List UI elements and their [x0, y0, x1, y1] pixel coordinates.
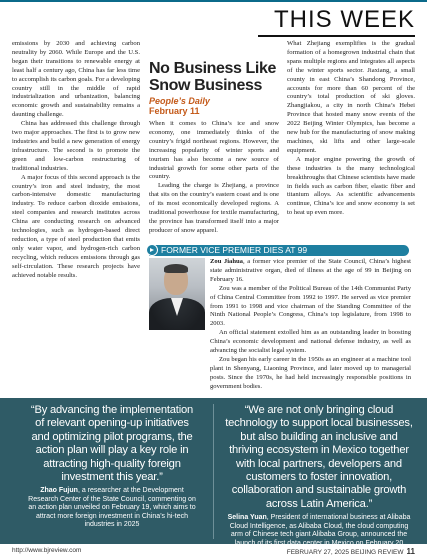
- paragraph: China has addressed this challenge through two major approaches. The first is to grow new industries and build a new generation of energy infrastructure. The second is to promote the green and low-carbon restructuring of traditional industries.: [12, 120, 140, 172]
- paragraph: Zou began his early career in the 1950s as an engineer at a machine tool plant in Shenyang, Liaoning Province, and later moved up to managerial posts. Since the 1970s, he had held increasingly responsible positions in government bodies.: [210, 355, 411, 390]
- section-title-rule: [258, 35, 415, 37]
- article-body: [149, 120, 279, 236]
- section-title: THIS WEEK: [273, 6, 415, 33]
- footer-url[interactable]: http://www.bjreview.com: [12, 547, 82, 554]
- article-snow-business: [149, 60, 279, 236]
- obituary-body: [210, 258, 411, 392]
- quote-text: “We are not only bringing cloud technology to support local businesses, but also building an inclusive and thriving ecosystem in Mexico together with local partners, developers and customers to foster innovation, collaboration and sustainable growth across Latin America.”: [225, 404, 413, 510]
- article-title: No Business Like Snow Business: [149, 60, 276, 94]
- obituary-banner: [149, 245, 409, 256]
- quote-attribution: [28, 487, 196, 530]
- paragraph: What Zhejiang exemplifies is the gradual formation of a homegrown industrial chain that spans multiple regions and integrates all aspects of the winter sports sector. Jiaxiang, a small county in east China’s Shandong Province, accounts for more than 60 percent of the country’s total production of ski gloves. Zhangjiakou, a city in north China’s Hebei Province that hosted many snow events of the 2022 Beijing Winter Olympics, has become a new hub for the manufacturing of snow making machines, ski lifts and other large-scale equipment.: [287, 40, 415, 154]
- paragraph: When it comes to China’s ice and snow economy, one immediately thinks of the country’s frigid northeast regions. However, the increasing popularity of winter sports and tourism has also become a new source of industrial growth for some other parts of the country.: [149, 120, 279, 181]
- quote-left: [28, 404, 196, 530]
- paragraph: A major focus of this second approach is the country’s iron and steel industry, the most carbon-intensive domestic manufacturing industry. To reduce carbon dioxide emissions, steel companies and research institutes across China are conducting research on advanced technologies, such as hydrogen-based direct reduction, a type of steel production that emits only water vapor, and hydrogen-rich carbon recycling, which reduces emissions through gas self-circulation. These research projects have achieved notable results.: [12, 173, 140, 279]
- paragraph: Zou was a member of the Political Bureau of the 14th Communist Party of China Central Committee from 1992 to 1997. He served as vice premier from 1991 to 1998 and vice chairman of the Standing Committee of the Ninth National People’s Congress, China’s top legislature, from 1998 to 2003.: [210, 284, 411, 328]
- column-left: [12, 40, 140, 280]
- quote-text: “By advancing the implementation of relevant opening-up initiatives and optimizing pilot programs, the action plan will play a key role in attracting high-quality foreign investment this year.”: [30, 404, 194, 484]
- obituary-lead-text: , a former vice premier of the State Council, China’s highest state administrative organ, died of illness at the age of 99 in Beijing on February 16.: [210, 258, 411, 283]
- obituary-lead: [210, 258, 411, 285]
- article-date: February 11: [149, 106, 200, 116]
- paragraph: Leading the charge is Zhejiang, a province that sits on the country’s eastern coast and is one of its most economically developed regions. A traditional powerhouse for textile manufacturing, the province has transformed itself into a major producer of snow apparel.: [149, 182, 279, 234]
- quote-speaker: Zhao Fujun: [40, 487, 78, 495]
- quote-right: [224, 404, 414, 548]
- footer-issue: [287, 547, 415, 556]
- paragraph: An official statement extolled him as an outstanding leader in boosting China’s economic development and national defense industry, as well as advancing the socialist legal system.: [210, 329, 411, 355]
- header-rule: [0, 0, 427, 2]
- quote-context: , a researcher at the Development Research Center of the State Council, commenting on an action plan unveiled on February 19, which aims to attract more foreign investment in China’s hi-tech industries in 2025: [28, 487, 196, 529]
- portrait-photo: [149, 258, 205, 330]
- obituary-name: Zou Jiahua: [210, 258, 243, 265]
- article-source: People’s Daily: [149, 96, 210, 106]
- quote-context: , President of international business at Alibaba Cloud Intelligence, as Alibaba Cloud, the cloud computing arm of Chinese tech giant Alibaba Group, announced the launch of its first data center in Mexico on February 20: [229, 514, 411, 547]
- quotes-divider: [213, 404, 214, 539]
- quote-speaker: Selina Yuan: [227, 514, 267, 522]
- column-right: [287, 40, 415, 218]
- obituary-banner-label: FORMER VICE PREMIER DIES AT 99: [161, 245, 308, 255]
- footer-issue-text: FEBRUARY 27, 2025 BEIJING REVIEW: [286, 549, 404, 556]
- page-number: 11: [406, 547, 415, 556]
- paragraph: A major engine powering the growth of these industries is the many technological breakthroughs that Chinese scientists have made in fields such as carbon fiber, elastic fiber and titanium alloys. As scientific advancements continue, China’s ice and snow economy is set to heat up even more.: [287, 155, 415, 217]
- quote-attribution: [224, 514, 414, 548]
- play-arrow-icon: [146, 244, 158, 256]
- paragraph: emissions by 2030 and achieving carbon neutrality by 2060. While Europe and the U.S. began their transitions to renewable energy at least half a century ago, China has far less time to accomplish its carbon goals. For a developing country still in the middle of rapid industrialization and urbanization, balancing economic growth and sustainability remains a daunting challenge.: [12, 40, 140, 119]
